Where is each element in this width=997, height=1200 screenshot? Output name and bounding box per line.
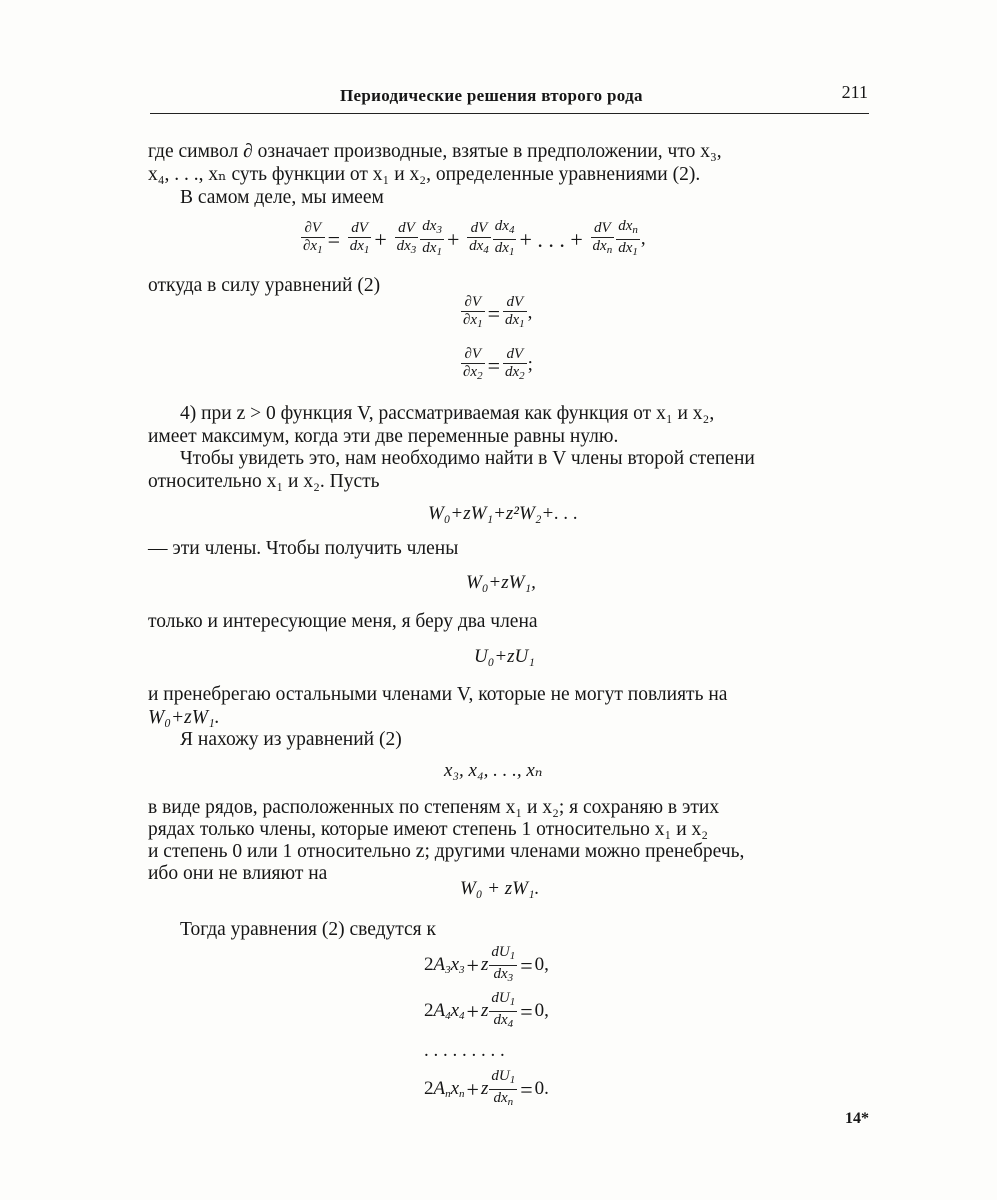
equation-partial-x2: $\frac{\partial V}{\partial x_2}$ = $\frac{dV}{dx_2}$ ; [463,346,533,382]
text-line: В самом деле, мы имеем [180,187,384,208]
equation-u: U₀+zU₁ [474,646,535,667]
equation-series: W₀+zW₁+z²W₂+. . . [428,503,578,524]
equation-system-n: $2A_nx_n+ z$ $\frac{dU_1}{dx_n}$ = 0. [424,1068,549,1108]
text-line: W₀+zW₁. [148,707,220,728]
equation-system-1: $2A_3x_3+ z$ $\frac{dU_1}{dx_3}$ = 0, [424,944,549,984]
equation-w: W₀+zW₁, [466,572,536,593]
text-line: откуда в силу уравнений (2) [148,275,381,296]
text-line: ибо они не влияют на [148,863,328,884]
equation-w2: W₀ + zW₁. [460,878,540,899]
running-header [150,82,870,112]
text-line: Я нахожу из уравнений (2) [180,729,402,750]
text-line: 4) при z > 0 функция V, рассматриваемая как функция от x₁ и x₂, [180,403,715,424]
text-line: и пренебрегаю остальными членами V, которые не могут повлиять на [148,684,728,705]
text-line: Чтобы увидеть это, нам необходимо найти в V члены второй степени [180,448,755,469]
text-line: только и интересующие меня, я беру два члена [148,611,538,632]
equation-partial-x1: $\frac{\partial V}{\partial x_1}$ = $\frac{dV}{dx_1}$ , [463,294,533,330]
text-line: Тогда уравнения (2) сведутся к [180,919,437,940]
page-number: 211 [841,82,868,102]
text-line: рядах только члены, которые имеют степень 1 относительно x₁ и x₂ [148,819,709,840]
equation-chain-rule: $\frac{\partial V}{\partial x_1}$ = $\frac{dV}{dx_1}$ + $\frac{dV}{dx_3}$ $\frac{dx_3}{dx_1}$ + $\frac{dV}{dx_4}$ $\frac{dx_4}{dx_1}$ + . . . + $\frac{dV}{dx_n}$ $\frac{dx_n}{dx_1}$ , [303,218,646,258]
printer-signature: 14* [845,1110,869,1127]
header-rule [150,113,869,114]
text-line: x₄, . . ., xₙ суть функции от x₁ и x₂, определенные уравнениями (2). [148,164,701,185]
equation-system-2: $2A_4x_4+ z$ $\frac{dU_1}{dx_4}$ = 0, [424,990,549,1030]
running-title: Периодические решения второго рода [340,86,643,105]
fraction: $\frac{\partial V}{\partial x_1}$ [303,220,323,256]
equation-dots: . . . . . . . . . [424,1040,505,1061]
text-line: и степень 0 или 1 относительно z; другими членами можно пренебречь, [148,841,745,862]
text-line: имеет максимум, когда эти две переменные равны нулю. [148,426,619,447]
equation-x-list: x₃, x₄, . . ., xₙ [444,760,543,781]
text-line: где символ ∂ означает производные, взятые в предположении, что x₃, [148,141,722,162]
text-line: в виде рядов, расположенных по степеням x₁ и x₂; я сохраняю в этих [148,797,720,818]
text-line: относительно x₁ и x₂. Пусть [148,471,380,492]
text-line: — эти члены. Чтобы получить члены [148,538,459,559]
